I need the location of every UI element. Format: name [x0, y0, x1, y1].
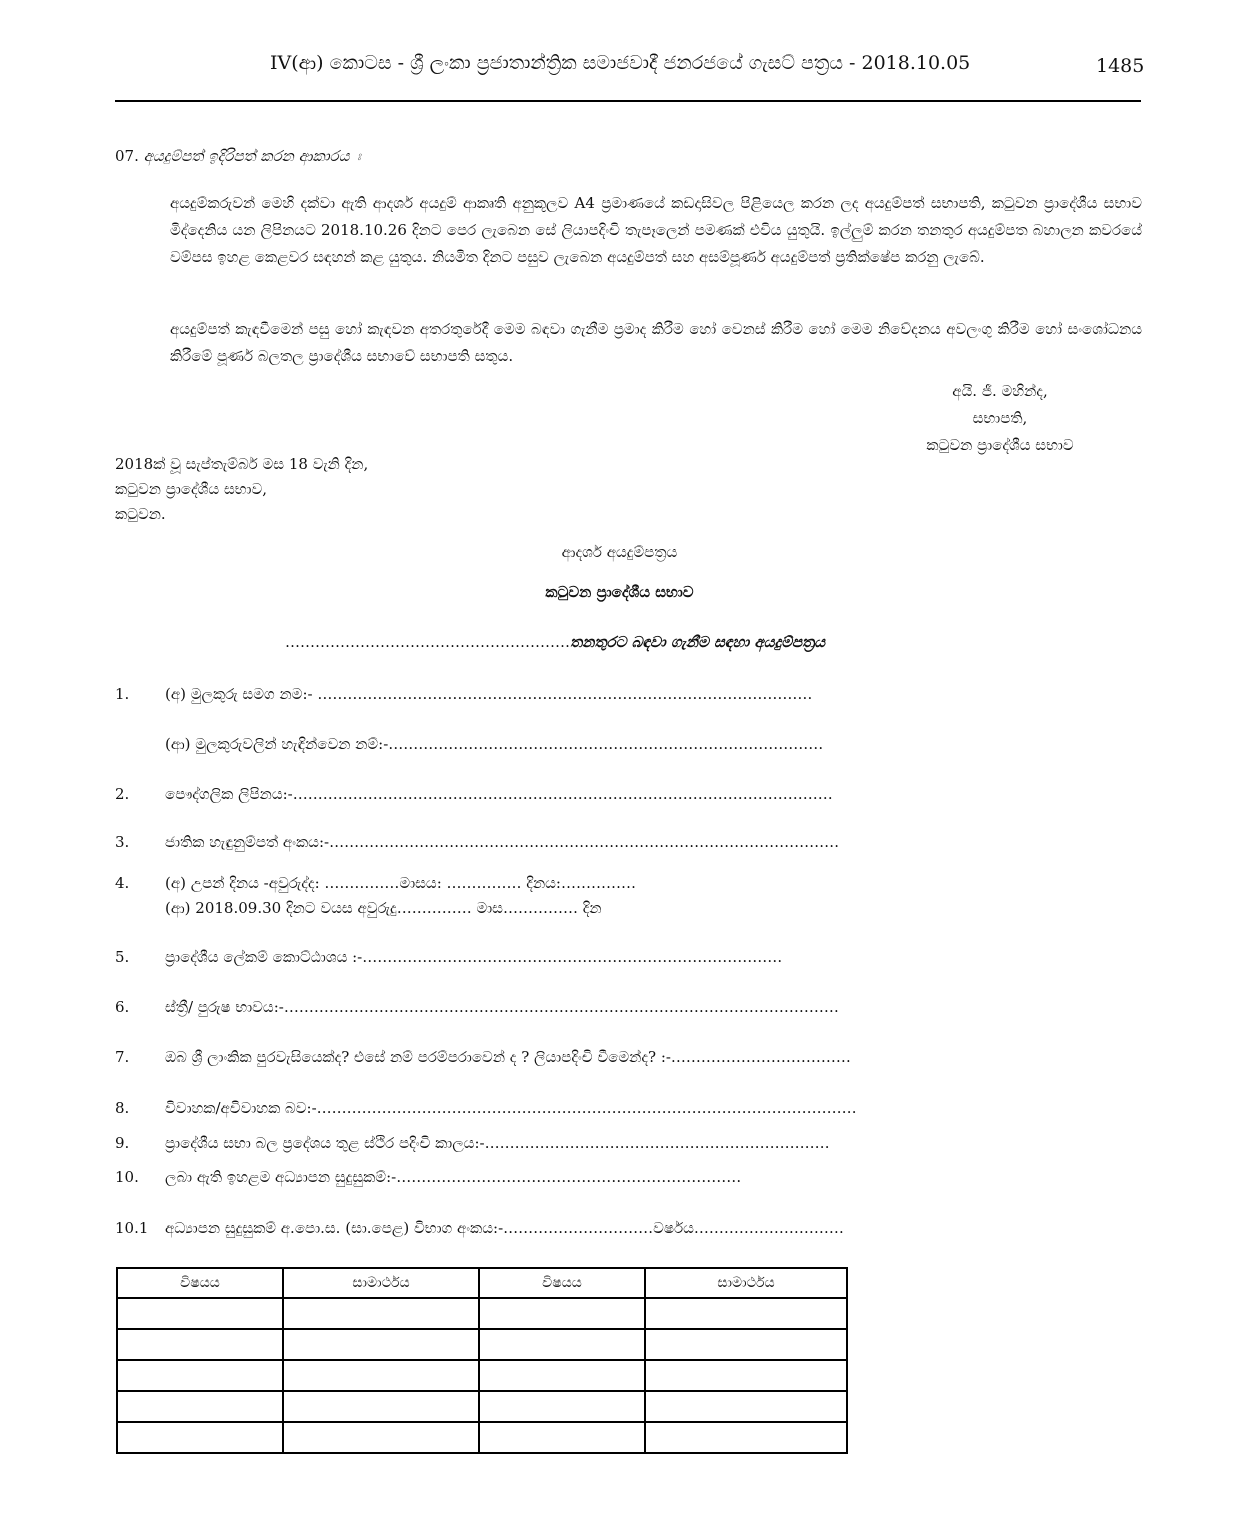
model-subtitle-text: තනතුරට බඳවා ගැනීම සඳහා අයදුම්පත්‍රය: [570, 633, 826, 651]
table-row: [117, 1391, 847, 1422]
table-cell[interactable]: [283, 1391, 479, 1422]
table-row: [117, 1329, 847, 1360]
header-subject: විෂයය: [479, 1268, 645, 1298]
form-item-text: ලබා ඇති ඉහළම අධ්‍යාපන සුදුසුකම්:-……………………………………………………………: [165, 1168, 742, 1186]
form-item-number: 6.: [115, 998, 130, 1016]
section-7-heading: [115, 147, 361, 165]
model-council-name: කටුවන ප්‍රාදේශීය සභාව: [545, 583, 694, 601]
signatory-title: සභාපති,: [972, 409, 1028, 427]
form-item-text: ස්ත්‍රී/ පුරුෂ භාවය:-…………………………………………………………………………………………………: [165, 998, 839, 1016]
table-cell[interactable]: [283, 1329, 479, 1360]
header-grade: සාමාර්ථය: [283, 1268, 479, 1298]
form-item-text: (අ) මුලකුරු සමග නම:- ………………………………………………………………………………………: [165, 685, 813, 703]
section-title: අයදුම්පත් ඉදිරිපත් කරන ආකාරය ඃ: [143, 147, 361, 165]
model-application-title: ආදර්ශ අයදුම්පත්‍රය: [561, 543, 678, 561]
form-item-text: පෞද්ගලික ලිපිනය:-………………………………………………………………………………………………: [165, 785, 833, 803]
table-cell[interactable]: [645, 1329, 847, 1360]
table-cell[interactable]: [479, 1360, 645, 1391]
table-header-row: [117, 1268, 847, 1298]
form-item-number: 5.: [115, 948, 130, 966]
form-item-number: 10.1: [115, 1219, 149, 1237]
section-7-paragraph-1: අයදුම්කරුවන් මෙහි දක්වා ඇති ආදර්ශ අයදුම් ආකෘති අනුකූලව A4 ප්‍රමාණයේ කඩදාසිවල පිළියෙල කරන ලද අයදුම්පත් සභාපති, කටුවන ප්‍රාදේශීය සභාව මිද්දෙනිය යන ලිපිනයට 2018.10.26 දිනට පෙර ලැබෙන සේ ලියාපදිංචි තැපෑලෙන් පමණක් එවිය යුතුයි. ඉල්ලුම් කරන තනතුර අයදුම්පත බහාලන කවරයේ වම්පස ඉහළ කෙළවර සඳහන් කළ යුතුය. නියමිත දිනට පසුව ලැබෙන අයදුම්පත් සහ අසම්පූර්ණ අයදුම්පත් ප්‍රතික්ෂේප කරනු ලැබේ.: [170, 194, 1142, 266]
table-cell[interactable]: [645, 1360, 847, 1391]
table-cell[interactable]: [117, 1360, 283, 1391]
form-item-text: (ආ) 2018.09.30 දිනට වයස අවුරුදු…………… මාස…………… දින: [165, 899, 602, 917]
form-item-number: 3.: [115, 833, 130, 851]
section-number: 07.: [115, 147, 139, 165]
form-item-text: (ආ) මුලකුරුවලින් හැඳින්වෙන නම්:-……………………………………………………………………………: [165, 735, 824, 753]
form-item-text: (අ) උපන් දිනය -අවුරුද්ද: ……………මාසය: …………… දිනය:……………: [165, 874, 636, 892]
header-subject: විෂයය: [117, 1268, 283, 1298]
form-item-text: ප්‍රාදේශීය ලේකම් කොට්ඨාශය :-…………………………………………………………………………: [165, 948, 783, 966]
table-cell[interactable]: [117, 1329, 283, 1360]
table-cell[interactable]: [283, 1422, 479, 1453]
signatory-name: අයි. ජී. මහින්ද,: [952, 382, 1048, 400]
date-block: [115, 452, 368, 527]
header-grade: සාමාර්ථය: [645, 1268, 847, 1298]
table-cell[interactable]: [283, 1360, 479, 1391]
form-item-text: විවාහක/අවිවාහක බව:-………………………………………………………………………………………………: [165, 1099, 857, 1117]
issue-office: කටුවන ප්‍රාදේශීය සභාව,: [115, 480, 268, 498]
page-number: 1485: [1096, 55, 1145, 77]
model-subtitle: [285, 633, 825, 651]
gazette-header: IV(ආ) කොටස - ශ්‍රී ලංකා ප්‍රජාතාන්ත්‍රික සමාජවාදී ජනරජයේ ගැසට් පත්‍රය - 2018.10.05: [270, 52, 971, 74]
table-cell[interactable]: [479, 1391, 645, 1422]
table-row: [117, 1298, 847, 1329]
table-row: [117, 1360, 847, 1391]
table-cell[interactable]: [117, 1391, 283, 1422]
form-item-number: 1.: [115, 685, 130, 703]
table-cell[interactable]: [645, 1391, 847, 1422]
form-item-number: 7.: [115, 1048, 130, 1066]
form-item-text: ඔබ ශ්‍රී ලාංකික පුරවැසියෙක්ද? එසේ නම් පරම්පරාවෙන් ද ? ලියාපදිංචි වීමෙන්ද? :-………………………………: [165, 1048, 851, 1066]
form-item-number: 8.: [115, 1099, 130, 1117]
table-row: [117, 1422, 847, 1453]
signatory-office: කටුවන ප්‍රාදේශීය සභාව: [926, 436, 1074, 454]
table-cell[interactable]: [117, 1298, 283, 1329]
section-7-paragraph-2: අයදුම්පත් කැඳවීමෙන් පසු හෝ කැඳවන අතරතුරේදී මෙම බඳවා ගැනීම ප්‍රමාද කිරීම හෝ වෙනස් කිරීම හෝ මෙම නිවේදනය අවලංගු කිරීම හෝ සංශෝධනය කිරීමේ පූර්ණ බලතල ප්‍රාදේශීය සභාවේ සභාපති සතුය.: [170, 320, 1142, 365]
form-item-text: ප්‍රාදේශීය සභා බල ප්‍රදේශය තුළ ස්ථිර පදිංචි කාලය:-……………………………………………………………: [165, 1134, 830, 1152]
form-item-number: 10.: [115, 1168, 139, 1186]
form-item-number: 4.: [115, 874, 130, 892]
table-cell[interactable]: [645, 1298, 847, 1329]
form-item-number: 2.: [115, 785, 130, 803]
table-cell[interactable]: [645, 1422, 847, 1453]
issue-date: 2018ක් වූ සැප්තැම්බර් මස 18 වැනි දින,: [115, 455, 369, 473]
table-cell[interactable]: [117, 1422, 283, 1453]
table-cell[interactable]: [283, 1298, 479, 1329]
table-cell[interactable]: [479, 1422, 645, 1453]
form-item-text: අධ්‍යාපන සුදුසුකම් අ.පො.ස. (සා.පෙළ) විභාග අංකය:-…………………………වර්ෂය…………………………: [165, 1219, 844, 1237]
post-name-blank: …………………………………………………: [285, 633, 570, 651]
signature-block: [870, 378, 1130, 459]
table-cell[interactable]: [479, 1329, 645, 1360]
header-rule: [115, 100, 1141, 102]
form-item-number: 9.: [115, 1134, 130, 1152]
table-cell[interactable]: [479, 1298, 645, 1329]
issue-place: කටුවන.: [115, 505, 166, 523]
form-item-text: ජාතික හැඳුනුම්පත් අංකය:-…………………………………………………………………………………………: [165, 833, 840, 851]
exam-grades-table: [116, 1267, 848, 1454]
